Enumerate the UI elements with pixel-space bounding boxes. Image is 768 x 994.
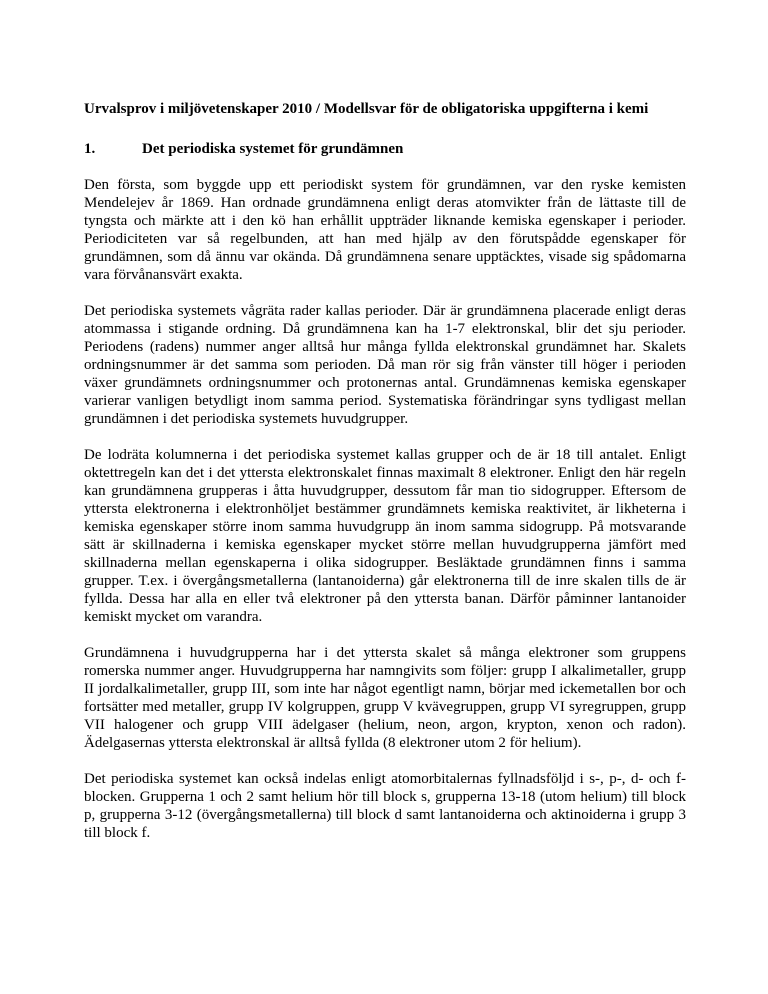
section-number: 1. xyxy=(84,141,96,157)
paragraph-blocks: Det periodiska systemet kan också indelas enligt atomorbitalernas fyllnadsföljd i s-, p-, d- och f-blocken. Grupperna 1 och 2 samt helium hör till block s, grupperna 13-18 (utom helium) till block p, grupperna 3-12 (övergångsmetallerna) till block d samt lantanoiderna och aktinoiderna i grupp 3 till block f. xyxy=(84,771,686,841)
document-body xyxy=(84,100,686,860)
paragraph-mendelejev: Den första, som byggde upp ett periodiskt system för grundämnen, var den ryske kemisten Mendelejev år 1869. Han ordnade grundämnena enligt deras atomvikter från de lättaste till de tyngsta och märkte att i den kö han erhållit uppträder liknande kemiska egenskaper i perioder. Periodiciteten var så regelbunden, att han med hjälp av den förutspådde egenskaper för grundämnen, som då ännu var okända. Då grundämnena senare upptäcktes, visade sig spådomarna vara förvånansvärt exakta. xyxy=(84,177,686,283)
document-title: Urvalsprov i miljövetenskaper 2010 / Modellsvar för de obligatoriska uppgifterna i kemi xyxy=(84,101,649,117)
paragraph-main-groups: Grundämnena i huvudgrupperna har i det yttersta skalet så många elektroner som gruppens romerska nummer anger. Huvudgrupperna har namngivits som följer: grupp I alkalimetaller, grupp II jordalkalimetaller, grupp III, som inte har något egentligt namn, börjar med ickemetallen bor och fortsätter med metaller, grupp IV kolgruppen, grupp V kvävegruppen, grupp VI syregruppen, grupp VII halogener och grupp VIII ädelgaser (helium, neon, argon, krypton, xenon och radon). Ädelgasernas yttersta elektronskal är alltså fyllda (8 elektroner utom 2 för helium). xyxy=(84,645,686,751)
section-title: Det periodiska systemet för grundämnen xyxy=(142,141,404,157)
paragraph-groups: De lodräta kolumnerna i det periodiska systemet kallas grupper och de är 18 till antalet. Enligt oktettregeln kan det i det yttersta elektronskalet finnas maximalt 8 elektroner. Enligt den här regeln kan grundämnena grupperas i åtta huvudgrupper, dessutom får man tio sidogrupper. Eftersom de yttersta elektronerna i elektronhöljet bestämmer grundämnets kemiska reaktivitet, är likheterna i kemiska egenskaper större inom samma huvudgrupp än inom samma sidogrupp. På motsvarande sätt är skillnaderna i kemiska egenskaper mycket större mellan huvudgrupperna jämfört med skillnaderna mellan egenskaperna i olika sidogrupper. Besläktade grundämnen finns i samma grupper. T.ex. i övergångsmetallerna (lantanoiderna) går elektronerna till de inre skalen tills de är fyllda. Dessa har alla en eller två elektroner på den yttersta banan. Därför påminner lantanoider kemiskt mycket om varandra. xyxy=(84,447,686,625)
paragraph-periods: Det periodiska systemets vågräta rader kallas perioder. Där är grundämnena placerade enligt deras atommassa i stigande ordning. Då grundämnena kan ha 1-7 elektronskal, blir det sju perioder. Periodens (radens) nummer anger alltså hur många fyllda elektronskal grundämnet har. Skalets ordningsnummer är det samma som perioden. Då man rör sig från vänster till höger i perioden växer grundämnets ordningsnummer och protonernas antal. Grundämnenas kemiska egenskaper varierar vanligen betydligt inom samma period. Systematiska förändringar syns tydligast mellan grundämnen i det periodiska systemets huvudgrupper. xyxy=(84,303,686,427)
section-heading xyxy=(84,140,686,158)
